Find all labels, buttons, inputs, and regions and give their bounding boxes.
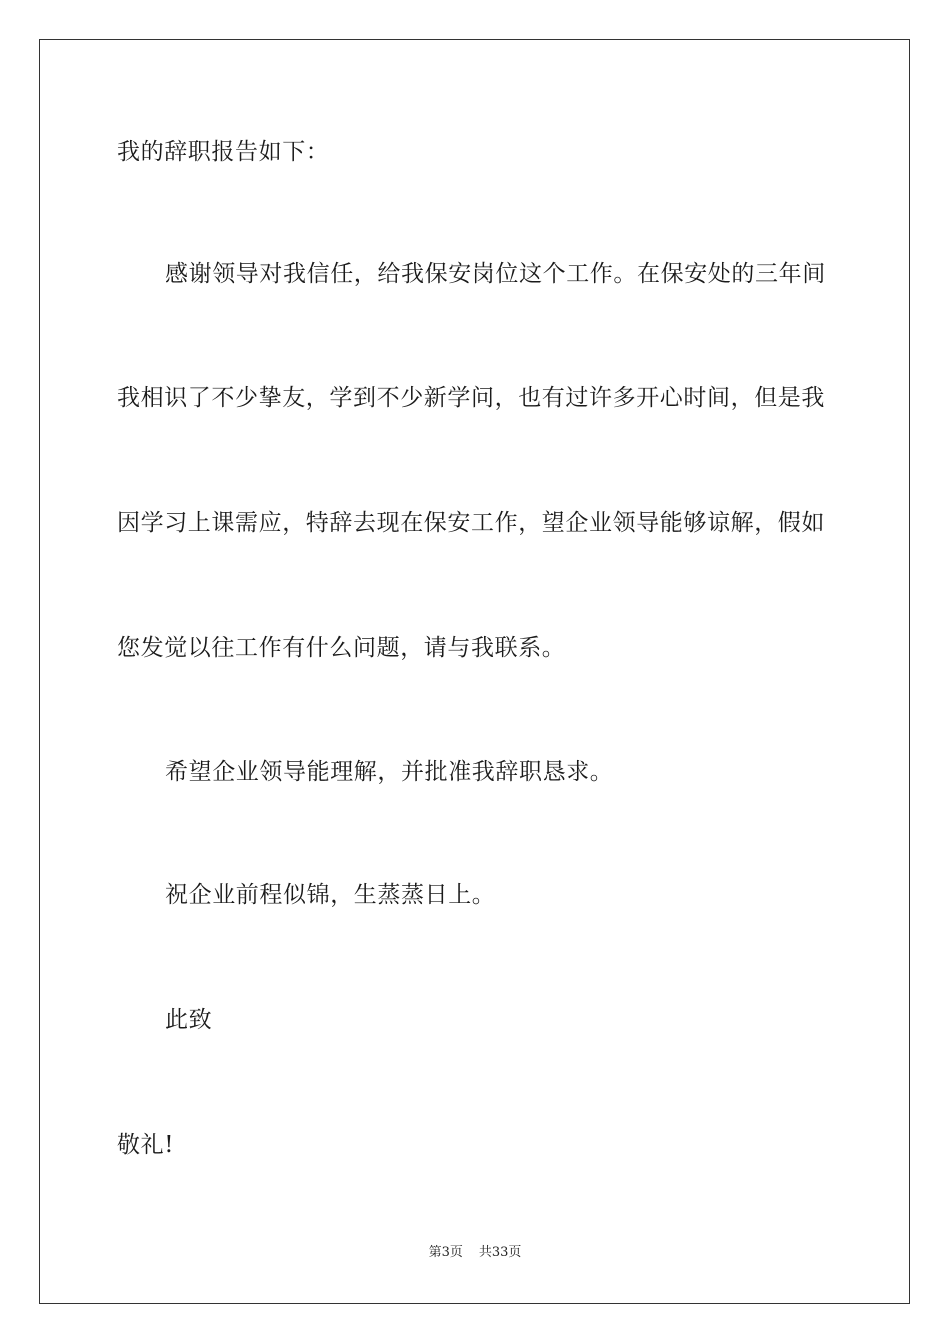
page-total: 共33页 <box>478 1245 522 1260</box>
paragraph-1-line-2: 我相识了不少挚友，学到不少新学问，也有过许多开心时间，但是我 <box>117 385 825 411</box>
closing-phrase: 此致 <box>165 1007 213 1033</box>
page-footer <box>0 1245 950 1261</box>
salutation: 敬礼! <box>117 1132 175 1158</box>
paragraph-1-line-4: 您发觉以往工作有什么问题，请与我联系。 <box>117 635 566 661</box>
paragraph-1-line-1: 感谢领导对我信任，给我保安岗位这个工作。在保安处的三年间 <box>165 261 826 287</box>
paragraph-2-line: 希望企业领导能理解，并批准我辞职恳求。 <box>165 759 614 785</box>
paragraph-3-line: 祝企业前程似锦，生蒸蒸日上。 <box>165 882 496 908</box>
page-number: 第3页 <box>428 1245 463 1260</box>
page-border <box>39 39 910 1304</box>
intro-line: 我的辞职报告如下： <box>117 139 330 165</box>
paragraph-1-line-3: 因学习上课需应，特辞去现在保安工作，望企业领导能够谅解，假如 <box>117 510 825 536</box>
